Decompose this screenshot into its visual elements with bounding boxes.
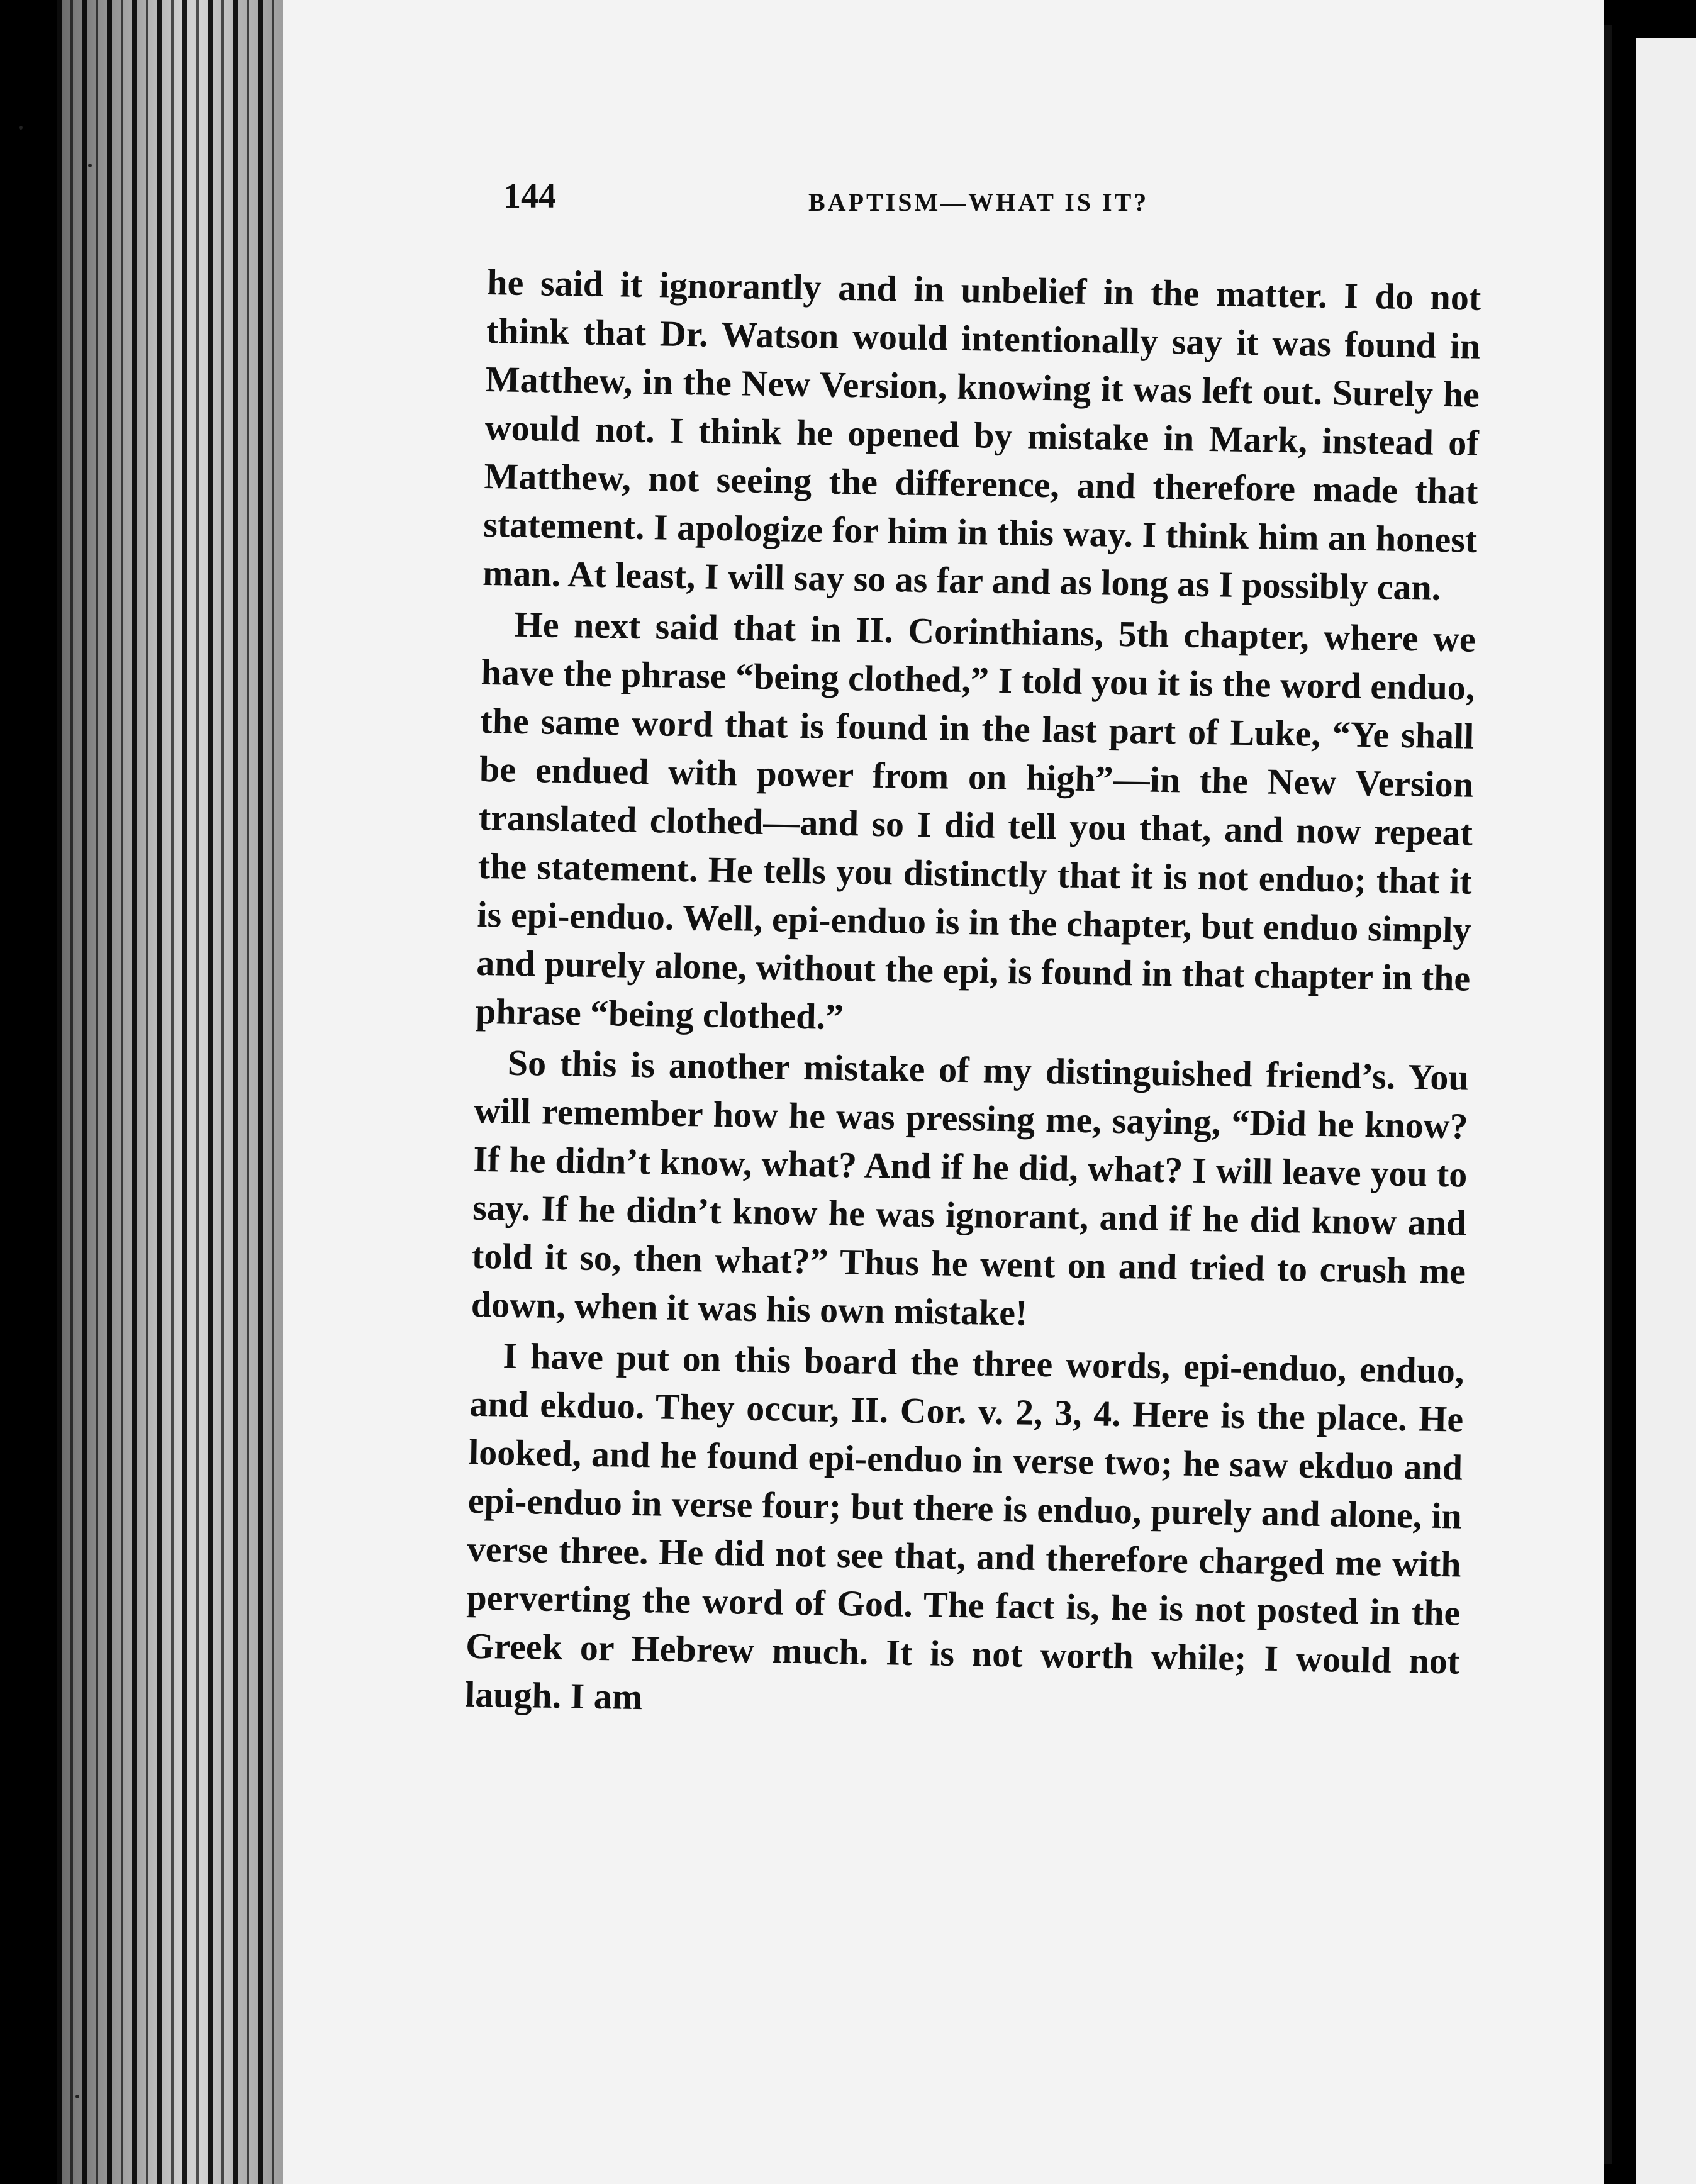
- body-text: [464, 258, 1481, 1737]
- right-gutter: [1604, 25, 1612, 2164]
- page-number: 144: [503, 177, 556, 216]
- paragraph-3: So this is another mistake of my distinguished friend’s. You will remember how he was pressing me, saying, “Did he know? If he didn’t know, what? And if he did, what? I will leave you to say. If he didn’t know he was ignorant, and if he did know and told it so, then what?” Thus he went on and tried to crush me down, when it was his own mistake!: [471, 1042, 1470, 1334]
- scan-speck: [88, 164, 92, 167]
- facing-page-edge: [1636, 38, 1696, 2184]
- paragraph-4: I have put on this board the three words, epi-enduo, enduo, and ekduo. They occur, II. Cor. v. 2, 3, 4. Here is the place. He looked, and he found epi-enduo in verse two; he saw ekduo and epi-enduo in verse four; but there is enduo, purely and alone, in verse three. He did not see that, and therefore charged me with perverting the word of God. The fact is, he is not posted in the Greek or Hebrew much. It is not worth while; I would not laugh. I am: [464, 1335, 1464, 1718]
- paragraph-1: he said it ignorantly and in unbelief in the matter. I do not think that Dr. Watson would intentionally say it was found in Matthew, in the New Version, knowing it was left out. Surely he would not. I think he opened by mistake in Mark, instead of Matthew, not seeing the difference, and therefore made that statement. I apologize for him in this way. I think him an honest man. At least, I will say so as far and as long as I possibly can.: [482, 261, 1481, 608]
- running-head: BAPTISM—WHAT IS IT?: [808, 188, 1149, 216]
- scan-speck: [75, 2095, 79, 2098]
- scan-speck: [19, 126, 23, 130]
- page-edges-shadow: [57, 0, 283, 2184]
- page-header: [503, 176, 1573, 226]
- paragraph-2: He next said that in II. Corinthians, 5th chapter, where we have the phrase “being clothed,” I told you it is the word enduo, the same word that is found in the last part of Luke, “Ye shall be endued with power from on high”—in the New Version translated clothed—and so I did tell you that, and now repeat the statement. He tells you distinctly that it is not enduo; that it is epi-enduo. Well, epi-enduo is in the chapter, but enduo simply and purely alone, without the epi, is found in that chapter in the phrase “being clothed.”: [475, 603, 1476, 1038]
